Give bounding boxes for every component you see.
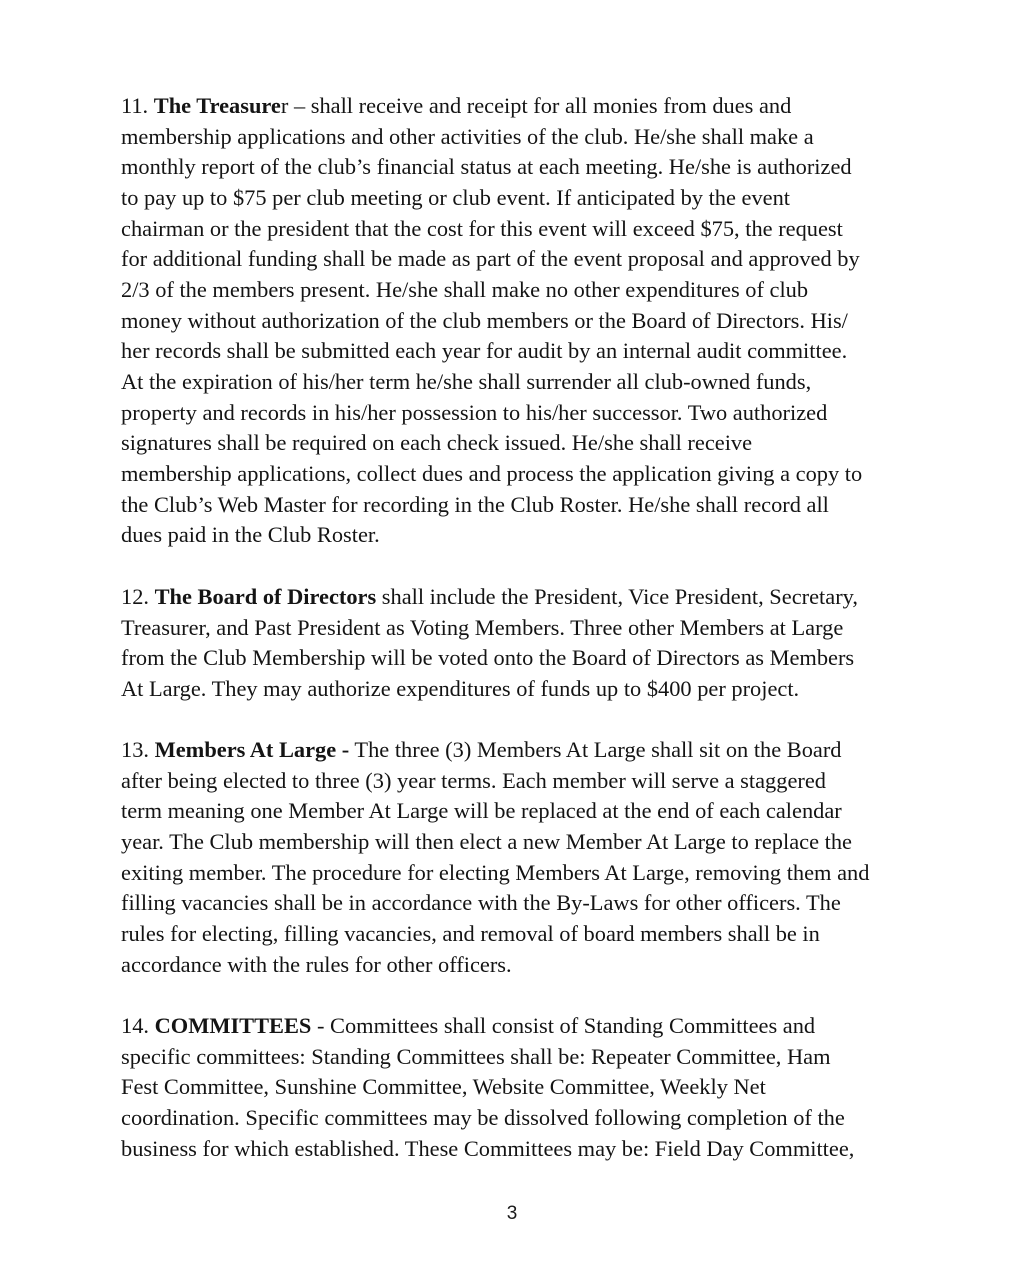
text-line: money without authorization of the club members or the Board of Directors. His/ [121,307,848,333]
text-line: term meaning one Member At Large will be replaced at the end of each calendar [121,798,842,824]
section-heading-tail: r – shall receive and receipt for all monies from dues and [280,93,792,118]
text-line: At the expiration of his/her term he/she shall surrender all club-owned funds, [121,368,812,394]
section-first-line [121,735,921,766]
text-line: Fest Committee, Sunshine Committee, Website Committee, Weekly Net [121,1074,766,1100]
text-line: rules for electing, filling vacancies, and removal of board members shall be in [121,920,820,946]
text-line: signatures shall be required on each check issued. He/she shall receive [121,430,753,456]
text-line: monthly report of the club’s financial status at each meeting. He/she is authorized [121,154,852,180]
section-number: 12. [121,584,149,609]
text-line: membership applications, collect dues and process the application giving a copy to [121,460,863,486]
section-heading-tail: shall include the President, Vice President, Secretary, [376,584,858,609]
section-first-line [121,91,921,122]
section-board-of-directors [121,582,921,705]
section-heading-tail: The three (3) Members At Large shall sit on the Board [349,737,842,762]
text-line: specific committees: Standing Committees shall be: Repeater Committee, Ham [121,1043,831,1069]
text-line: from the Club Membership will be voted onto the Board of Directors as Members [121,645,855,671]
section-heading: COMMITTEES [154,1013,312,1038]
section-first-line [121,1011,921,1042]
section-first-line [121,582,921,613]
text-line: exiting member. The procedure for electing Members At Large, removing them and [121,859,870,885]
text-line: coordination. Specific committees may be dissolved following completion of the [121,1104,845,1130]
text-line: At Large. They may authorize expenditures of funds up to $400 per project. [121,675,800,701]
section-heading: Members At Large - [154,737,350,762]
text-line: 2/3 of the members present. He/she shall make no other expenditures of club [121,276,809,302]
section-number: 11. [121,93,149,118]
text-line: for additional funding shall be made as part of the event proposal and approved by [121,246,860,272]
text-line: filling vacancies shall be in accordance with the By-Laws for other officers. The [121,890,841,916]
section-members-at-large [121,735,921,980]
section-heading-tail: - Committees shall consist of Standing Committees and [311,1013,816,1038]
text-line: dues paid in the Club Roster. [121,522,380,548]
section-committees [121,1011,921,1164]
page-number: 3 [506,1203,518,1224]
text-line: her records shall be submitted each year for audit by an internal audit committee. [121,338,848,364]
text-line: accordance with the rules for other officers. [121,951,512,977]
text-line: business for which established. These Committees may be: Field Day Committee, [121,1135,855,1161]
text-line: chairman or the president that the cost for this event will exceed $75, the request [121,215,843,241]
section-number: 13. [121,737,149,762]
section-treasurer [121,91,921,551]
section-number: 14. [121,1013,149,1038]
text-line: membership applications and other activities of the club. He/she shall make a [121,123,814,149]
text-line: year. The Club membership will then elect a new Member At Large to replace the [121,828,852,854]
text-line: after being elected to three (3) year terms. Each member will serve a staggered [121,767,826,793]
text-line: property and records in his/her possession to his/her successor. Two authorized [121,399,828,425]
text-line: the Club’s Web Master for recording in the Club Roster. He/she shall record all [121,491,829,517]
text-line: Treasurer, and Past President as Voting Members. Three other Members at Large [121,614,844,640]
section-heading: The Board of Directors [154,584,377,609]
section-heading: The Treasure [153,93,281,118]
text-line: to pay up to $75 per club meeting or club event. If anticipated by the event [121,184,791,210]
